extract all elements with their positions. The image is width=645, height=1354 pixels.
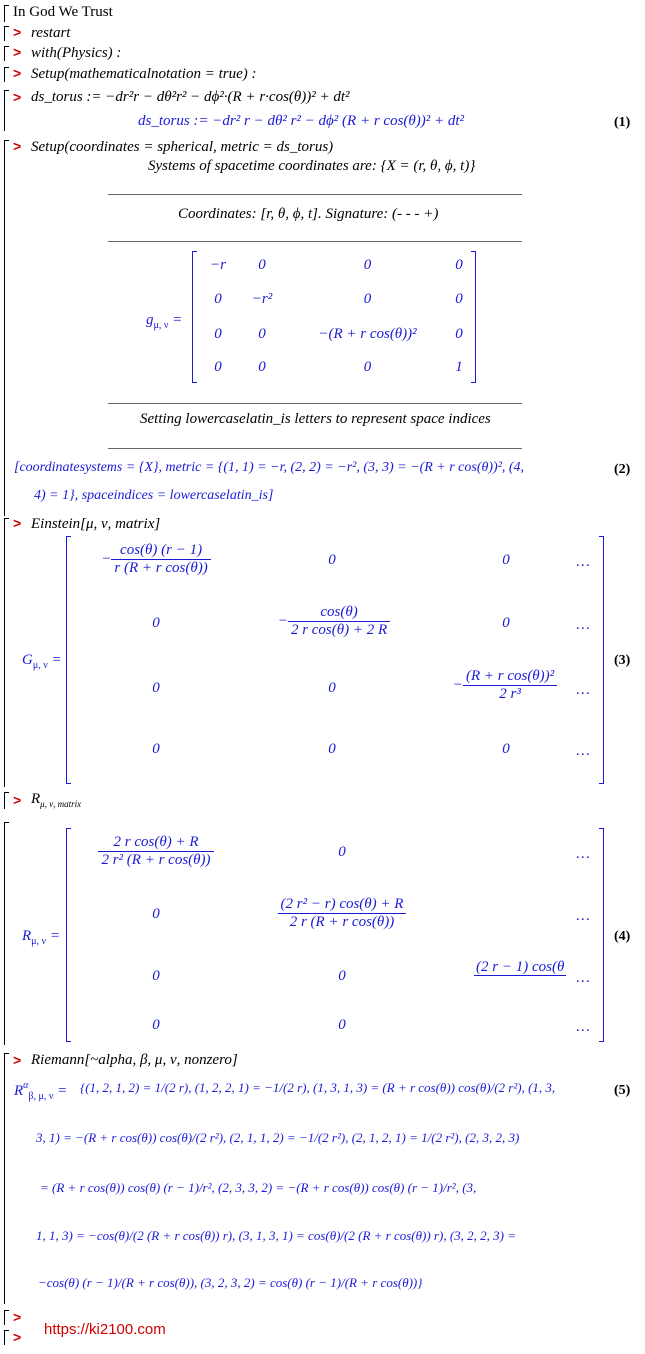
equation-label-2: (2)	[614, 462, 631, 477]
minus-sign: −	[277, 612, 288, 629]
divider	[108, 448, 522, 449]
input-ricci[interactable]	[31, 791, 81, 809]
matrix-right-bracket	[599, 828, 604, 1042]
fraction	[111, 542, 210, 577]
input-setup-coords[interactable]: Setup(coordinates = spherical, metric = ds_torus)	[31, 139, 334, 155]
numerator: (R + r cos(θ))²	[463, 668, 557, 686]
metric-label: $g_{\mu, \nu}$ =	[146, 312, 183, 331]
metric-cell: 0	[455, 257, 463, 273]
divider	[108, 194, 522, 195]
input-prompt[interactable]: >	[13, 515, 22, 531]
metric-cell: 0	[258, 359, 266, 375]
exec-group-bracket	[4, 67, 9, 82]
riemann-line: 3, 1) = −(R + r cos(θ)) cos(θ)/(2 r²), (2, 1, 1, 2) = −1/(2 r²), (2, 1, 2, 1) = 1/(2 r²), (2, 3, 2, 3)	[36, 1130, 520, 1145]
numerator: (2 r² − r) cos(θ) + R	[278, 896, 407, 914]
einstein-cell: 0	[328, 552, 336, 568]
input-prompt[interactable]: >	[13, 1052, 22, 1068]
riemann-label: $R^\alpha_{\beta, \mu, \nu}$ =	[14, 1080, 68, 1102]
denominator: 2 r cos(θ) + 2 R	[290, 622, 388, 638]
metric-cell: 0	[455, 291, 463, 307]
einstein-cell: 0	[328, 741, 336, 757]
divider	[108, 403, 522, 404]
fraction	[278, 896, 407, 931]
metric-cell: −r	[210, 257, 226, 273]
einstein-cell: 0	[152, 741, 160, 757]
einstein-subscript: μ, ν	[32, 660, 48, 671]
einstein-symbol: G	[22, 652, 33, 668]
einstein-cell: 0	[502, 552, 510, 568]
einstein-cell: 0	[152, 680, 160, 696]
einstein-cell: 0	[502, 615, 510, 631]
numerator: cos(θ) (r − 1)	[111, 542, 210, 560]
ricci-symbol: R	[31, 791, 41, 807]
einstein-cell	[88, 542, 224, 577]
ellipsis: …	[576, 617, 590, 633]
einstein-cell	[438, 668, 572, 703]
coordinates-text: Coordinates: [r, θ, ϕ, t]. Signature: (- - - +)	[178, 206, 439, 222]
output-bracket	[4, 822, 9, 1045]
ricci-cell: 0	[152, 1017, 160, 1033]
einstein-cell: 0	[328, 680, 336, 696]
exec-group-bracket	[4, 1330, 9, 1345]
ricci-cell	[262, 896, 422, 931]
exec-group-bracket	[4, 90, 9, 131]
input-setup-notation[interactable]: Setup(mathematicalnotation = true) :	[31, 66, 257, 82]
metric-cell: 0	[258, 257, 266, 273]
ellipsis: …	[576, 554, 590, 570]
input-riemann[interactable]: Riemann[~alpha, β, μ, ν, nonzero]	[31, 1052, 238, 1068]
input-prompt[interactable]: >	[13, 1329, 22, 1345]
metric-symbol: g	[146, 312, 154, 328]
input-prompt[interactable]: >	[13, 65, 22, 81]
riemann-subscript: β, μ, ν	[28, 1091, 54, 1102]
ellipsis: …	[576, 970, 590, 986]
exec-group-bracket	[4, 26, 9, 41]
matrix-left-bracket	[66, 828, 71, 1042]
equation-label-1: (1)	[614, 115, 631, 130]
ricci-subscript: μ, ν, matrix	[40, 799, 82, 809]
input-restart[interactable]: restart	[31, 25, 71, 41]
metric-cell: 1	[455, 359, 463, 375]
fraction	[288, 604, 390, 639]
equation-label-4: (4)	[614, 929, 631, 944]
ricci-cell: 0	[152, 906, 160, 922]
metric-cell: 0	[455, 326, 463, 342]
metric-cell: −(R + r cos(θ))²	[318, 326, 417, 342]
exec-group-bracket	[4, 140, 9, 516]
ricci-cell: 0	[152, 968, 160, 984]
riemann-line: −cos(θ) (r − 1)/(R + r cos(θ)), (3, 2, 3, 2) = cos(θ) (r − 1)/(R + r cos(θ))}	[38, 1275, 423, 1290]
denominator: r (R + r cos(θ))	[114, 560, 208, 576]
metric-cell: 0	[214, 359, 222, 375]
numerator: 2 r cos(θ) + R	[98, 834, 213, 852]
exec-group-bracket	[4, 518, 9, 787]
metric-cell: 0	[214, 326, 222, 342]
input-prompt[interactable]: >	[13, 24, 22, 40]
denominator: 2 r (R + r cos(θ))	[289, 914, 395, 930]
numerator: cos(θ)	[288, 604, 390, 622]
einstein-cell: 0	[502, 741, 510, 757]
input-einstein[interactable]: Einstein[μ, ν, matrix]	[31, 516, 161, 532]
ricci-output-symbol: R	[22, 928, 32, 944]
divider	[108, 241, 522, 242]
input-with-physics[interactable]: with(Physics) :	[31, 45, 122, 61]
input-prompt[interactable]: >	[13, 44, 22, 60]
input-prompt[interactable]: >	[13, 1309, 22, 1325]
metric-cell: 0	[363, 359, 372, 375]
ellipsis: …	[576, 908, 590, 924]
einstein-cell: 0	[152, 615, 160, 631]
worksheet-title: In God We Trust	[13, 4, 113, 20]
matrix-right-bracket	[599, 536, 604, 784]
equation-label-5: (5)	[614, 1083, 631, 1098]
fraction	[98, 834, 213, 869]
metric-cell: −r²	[251, 291, 273, 307]
denominator: 2 r³	[499, 686, 521, 702]
watermark-url: https://ki2100.com	[44, 1321, 166, 1338]
exec-group-bracket	[4, 46, 9, 61]
einstein-cell	[266, 604, 402, 639]
ricci-cell-clipped	[474, 958, 572, 976]
input-prompt[interactable]: >	[13, 792, 22, 808]
ellipsis: …	[576, 682, 590, 698]
ellipsis: …	[576, 846, 590, 862]
equation-label-3: (3)	[614, 653, 631, 668]
riemann-symbol: R	[14, 1083, 24, 1099]
ellipsis: …	[576, 1019, 590, 1035]
numerator: (2 r − 1) cos(θ	[476, 959, 565, 975]
title-bracket	[4, 5, 9, 22]
exec-group-bracket	[4, 1053, 9, 1304]
riemann-line: 1, 1, 3) = −cos(θ)/(2 (R + r cos(θ)) r), (3, 1, 3, 1) = cos(θ)/(2 (R + r cos(θ)) r), (3, 2, 2, 3) =	[36, 1228, 516, 1243]
minus-sign: −	[452, 676, 463, 693]
exec-group-bracket	[4, 1310, 9, 1325]
settings-output-line2: 4) = 1}, spaceindices = lowercaselatin_is]	[34, 488, 274, 503]
input-ds-torus[interactable]: ds_torus := −dr²r − dθ²r² − dϕ²·(R + r·cos(θ))² + dt²	[31, 89, 350, 105]
denominator: 2 r² (R + r cos(θ))	[101, 852, 211, 868]
matrix-right-bracket	[471, 251, 476, 383]
minus-sign: −	[101, 550, 112, 567]
riemann-line: = (R + r cos(θ)) cos(θ) (r − 1)/r², (2, 3, 3, 2) = −(R + r cos(θ)) cos(θ) (r − 1)/r², (3,	[40, 1180, 477, 1195]
riemann-superscript: α	[23, 1080, 29, 1091]
output-ds-torus: ds_torus := −dr² r − dθ² r² − dϕ² (R + r cos(θ))² + dt²	[138, 113, 465, 129]
ricci-cell: 0	[338, 968, 346, 984]
space-indices-text: Setting lowercaselatin_is letters to represent space indices	[140, 411, 491, 427]
systems-text: Systems of spacetime coordinates are: {X = (r, θ, ϕ, t)}	[148, 158, 476, 174]
einstein-label: $G_{\mu, \nu}$ =	[22, 652, 62, 671]
ricci-cell: 0	[338, 1017, 346, 1033]
matrix-left-bracket	[192, 251, 197, 383]
exec-group-bracket	[4, 792, 9, 809]
metric-cell: 0	[363, 257, 372, 273]
input-prompt[interactable]: >	[13, 138, 22, 154]
metric-cell: 0	[363, 291, 372, 307]
metric-cell: 0	[214, 291, 222, 307]
matrix-left-bracket	[66, 536, 71, 784]
fraction	[463, 668, 557, 703]
metric-cell: 0	[258, 326, 266, 342]
settings-output-line1: [coordinatesystems = {X}, metric = {(1, 1) = −r, (2, 2) = −r², (3, 3) = −(R + r cos(θ))², (4,	[14, 460, 525, 475]
ricci-cell	[86, 834, 226, 869]
ellipsis: …	[576, 743, 590, 759]
riemann-line: {(1, 2, 1, 2) = 1/(2 r), (1, 2, 2, 1) = −1/(2 r), (1, 3, 1, 3) = (R + r cos(θ)) cos(θ)/(2 r²), (1, 3,	[80, 1080, 556, 1095]
metric-subscript: μ, ν	[153, 320, 169, 331]
ricci-label: $R_{\mu, \nu}$ =	[22, 928, 60, 947]
input-prompt[interactable]: >	[13, 89, 22, 105]
ricci-cell: 0	[338, 844, 346, 860]
ricci-output-subscript: μ, ν	[31, 936, 47, 947]
